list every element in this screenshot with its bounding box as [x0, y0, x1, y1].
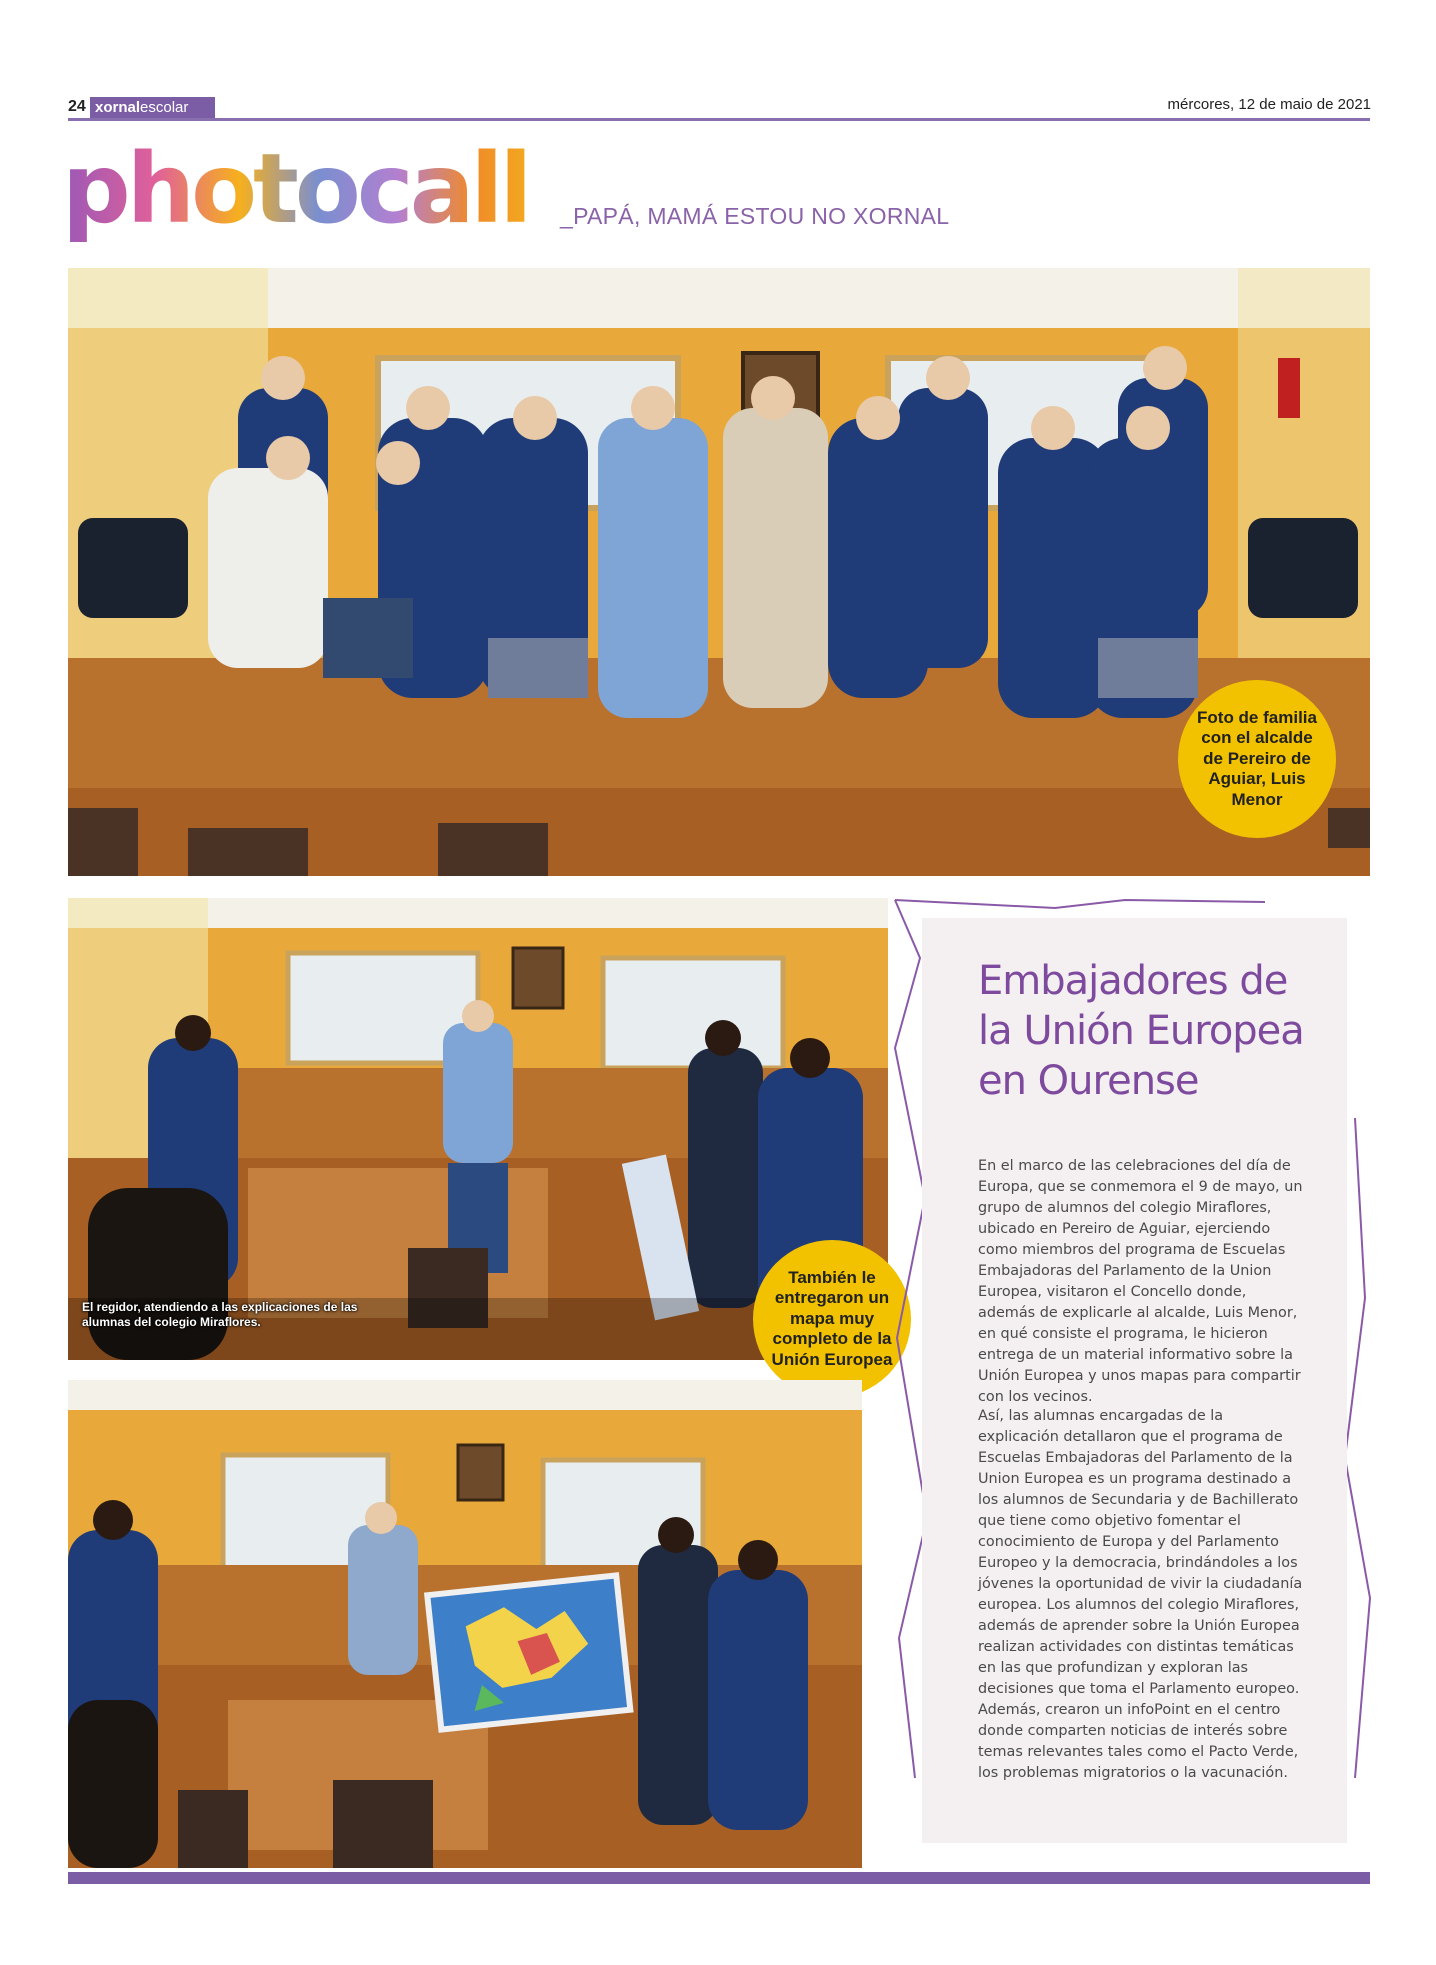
- header-rule: [68, 118, 1370, 121]
- photo2-caption: El regidor, atendiendo a las explicaciones de las alumnas del colegio Miraflores.: [82, 1300, 358, 1329]
- photo1-bubble: Foto de familia con el alcalde de Pereiro de Aguiar, Luis Menor: [1178, 680, 1336, 838]
- article-paragraph-2: Así, las alumnas encargadas de la explicación detallaron que el programa de Escuelas Embajadoras del Parlamento de la Union Europea es un programa destinado a los alumnos de Secundaria y de Bachillerato que tiene como objetivo fomentar el conocimiento de Europa y del Parlamento Europeo y la democracia, brindándoles a los jóvenes la oportunidad de vivir la ciudadanía europea. Los alumnos del colegio Miraflores, además de aprender sobre la Unión Europea realizan actividades con distintas temáticas en las que profundizan y exploran las decisiones que toma el Parlamento europeo. Además, crearon un infoPoint en el centro donde comparten noticias de interés sobre temas relevantes tales como el Pacto Verde, los problemas migratorios o la vacunación.: [978, 1408, 1303, 1781]
- map-photo: [68, 1380, 862, 1868]
- photocall-logo: [62, 140, 542, 250]
- page-number: 24: [68, 98, 86, 115]
- footer-bar: [68, 1872, 1370, 1884]
- photo2-bubble: También le entregaron un mapa muy completo de la Unión Europea: [753, 1240, 911, 1398]
- issue-date: mércores, 12 de maio de 2021: [1167, 96, 1371, 113]
- logo-text: photocall: [62, 140, 529, 245]
- section-tag-bold: xornal: [95, 99, 141, 116]
- group-photo: [68, 268, 1370, 876]
- section-tag: [90, 97, 215, 118]
- logo-tagline: _PAPÁ, MAMÁ ESTOU NO XORNAL: [560, 203, 950, 229]
- section-tag-light: escolar: [140, 99, 189, 116]
- article-title: Embajadores de la Unión Europea en Ourense: [978, 958, 1304, 1104]
- article-paragraph-1: En el marco de las celebraciones del día de Europa, que se conmemora el 9 de mayo, un grupo de alumnos del colegio Miraflores, ubicado en Pereiro de Aguiar, ejerciendo como miembros del programa de Escuelas Embajadoras del Parlamento de la Union Europea, visitaron el Concello donde, además de explicarle al alcalde, Luis Menor, en qué consiste el programa, le hicieron entrega de un material informativo sobre la Unión Europea y unos mapas para compartir con los vecinos.: [978, 1158, 1303, 1405]
